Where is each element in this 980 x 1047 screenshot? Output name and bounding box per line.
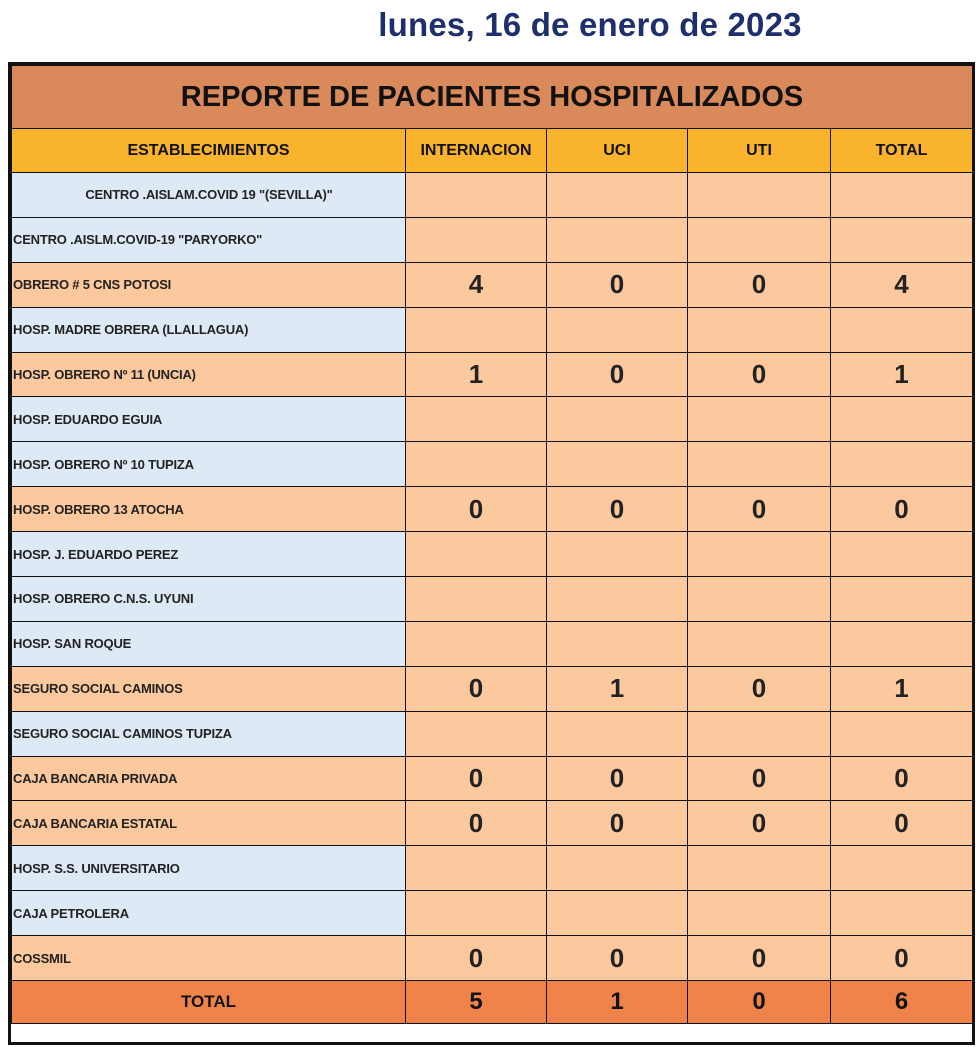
table-row (12, 621, 973, 666)
cell-uti (688, 891, 831, 936)
cell-uci (547, 532, 688, 577)
cell-uci (547, 217, 688, 262)
establecimiento-name: HOSP. S.S. UNIVERSITARIO (12, 846, 406, 891)
cell-uti (688, 846, 831, 891)
cell-internacion: 0 (406, 756, 547, 801)
cell-total (831, 173, 973, 218)
table-row (12, 262, 973, 307)
total-uci: 1 (547, 981, 688, 1024)
cell-internacion (406, 621, 547, 666)
cell-total (831, 846, 973, 891)
cell-internacion (406, 217, 547, 262)
cell-internacion (406, 173, 547, 218)
cell-uti (688, 173, 831, 218)
cell-uci: 0 (547, 487, 688, 532)
report-title: REPORTE DE PACIENTES HOSPITALIZADOS (12, 66, 973, 129)
cell-internacion: 1 (406, 352, 547, 397)
establecimiento-name: HOSP. MADRE OBRERA (LLALLAGUA) (12, 307, 406, 352)
cell-uci: 0 (547, 801, 688, 846)
cell-internacion (406, 846, 547, 891)
establecimiento-name: CENTRO .AISLAM.COVID 19 "(SEVILLA)" (12, 173, 406, 218)
cell-uci: 0 (547, 262, 688, 307)
table-row (12, 397, 973, 442)
establecimiento-name: HOSP. EDUARDO EGUIA (12, 397, 406, 442)
cell-total: 0 (831, 936, 973, 981)
table-row (12, 577, 973, 622)
establecimiento-name: CAJA BANCARIA PRIVADA (12, 756, 406, 801)
cell-uci (547, 577, 688, 622)
cell-total (831, 217, 973, 262)
cell-internacion (406, 577, 547, 622)
cell-total: 1 (831, 352, 973, 397)
report-table-body (12, 66, 973, 1024)
cell-internacion (406, 711, 547, 756)
cell-total: 0 (831, 756, 973, 801)
cell-internacion (406, 442, 547, 487)
establecimiento-name: CAJA PETROLERA (12, 891, 406, 936)
cell-total (831, 397, 973, 442)
establecimiento-name: HOSP. OBRERO C.N.S. UYUNI (12, 577, 406, 622)
cell-uti (688, 577, 831, 622)
cell-uti (688, 621, 831, 666)
cell-uci (547, 307, 688, 352)
cell-uti (688, 442, 831, 487)
cell-uti: 0 (688, 801, 831, 846)
cell-total (831, 891, 973, 936)
cell-uti: 0 (688, 936, 831, 981)
cell-internacion (406, 307, 547, 352)
cell-uti (688, 217, 831, 262)
cell-internacion: 4 (406, 262, 547, 307)
cell-total (831, 577, 973, 622)
cell-internacion (406, 891, 547, 936)
cell-uci (547, 891, 688, 936)
table-row (12, 217, 973, 262)
cell-internacion: 0 (406, 801, 547, 846)
cell-uti (688, 397, 831, 442)
total-uti: 0 (688, 981, 831, 1024)
total-total: 6 (831, 981, 973, 1024)
cell-uti: 0 (688, 666, 831, 711)
cell-internacion (406, 532, 547, 577)
header-uci: UCI (547, 129, 688, 173)
cell-uti: 0 (688, 487, 831, 532)
cell-uci: 0 (547, 352, 688, 397)
cell-uci (547, 442, 688, 487)
header-establecimientos: ESTABLECIMIENTOS (12, 129, 406, 173)
cell-uti: 0 (688, 262, 831, 307)
header-total: TOTAL (831, 129, 973, 173)
establecimiento-name: OBRERO # 5 CNS POTOSI (12, 262, 406, 307)
cell-uti: 0 (688, 756, 831, 801)
table-row (12, 936, 973, 981)
cell-uci (547, 846, 688, 891)
table-row (12, 173, 973, 218)
totals-label: TOTAL (12, 981, 406, 1024)
cell-internacion: 0 (406, 666, 547, 711)
establecimiento-name: HOSP. OBRERO 13 ATOCHA (12, 487, 406, 532)
cell-uti (688, 307, 831, 352)
establecimiento-name: SEGURO SOCIAL CAMINOS TUPIZA (12, 711, 406, 756)
establecimiento-name: CAJA BANCARIA ESTATAL (12, 801, 406, 846)
cell-total (831, 711, 973, 756)
table-row (12, 352, 973, 397)
cell-total (831, 621, 973, 666)
report-table (11, 65, 973, 1024)
establecimiento-name: HOSP. SAN ROQUE (12, 621, 406, 666)
table-row (12, 801, 973, 846)
totals-row (12, 981, 973, 1024)
cell-total (831, 442, 973, 487)
cell-uci: 0 (547, 936, 688, 981)
cell-uci (547, 621, 688, 666)
cell-total (831, 307, 973, 352)
cell-uci: 0 (547, 756, 688, 801)
establecimiento-name: CENTRO .AISLM.COVID-19 "PARYORKO" (12, 217, 406, 262)
table-row (12, 891, 973, 936)
header-uti: UTI (688, 129, 831, 173)
report-table-container (8, 62, 975, 1045)
cell-uti: 0 (688, 352, 831, 397)
establecimiento-name: HOSP. OBRERO Nº 10 TUPIZA (12, 442, 406, 487)
header-row (12, 129, 973, 173)
establecimiento-name: SEGURO SOCIAL CAMINOS (12, 666, 406, 711)
cell-uti (688, 711, 831, 756)
establecimiento-name: COSSMIL (12, 936, 406, 981)
cell-uti (688, 532, 831, 577)
cell-total: 1 (831, 666, 973, 711)
cell-uci (547, 397, 688, 442)
establecimiento-name: HOSP. OBRERO Nº 11 (UNCIA) (12, 352, 406, 397)
table-row (12, 442, 973, 487)
table-row (12, 711, 973, 756)
cell-total: 0 (831, 801, 973, 846)
cell-uci (547, 173, 688, 218)
title-row (12, 66, 973, 129)
table-row (12, 532, 973, 577)
cell-total: 4 (831, 262, 973, 307)
table-row (12, 846, 973, 891)
total-internacion: 5 (406, 981, 547, 1024)
cell-internacion: 0 (406, 487, 547, 532)
table-row (12, 487, 973, 532)
header-internacion: INTERNACION (406, 129, 547, 173)
table-row (12, 666, 973, 711)
cell-internacion (406, 397, 547, 442)
report-date: lunes, 16 de enero de 2023 (378, 6, 802, 43)
cell-total: 0 (831, 487, 973, 532)
cell-uci (547, 711, 688, 756)
table-row (12, 756, 973, 801)
table-row (12, 307, 973, 352)
cell-total (831, 532, 973, 577)
establecimiento-name: HOSP. J. EDUARDO PEREZ (12, 532, 406, 577)
cell-uci: 1 (547, 666, 688, 711)
cell-internacion: 0 (406, 936, 547, 981)
